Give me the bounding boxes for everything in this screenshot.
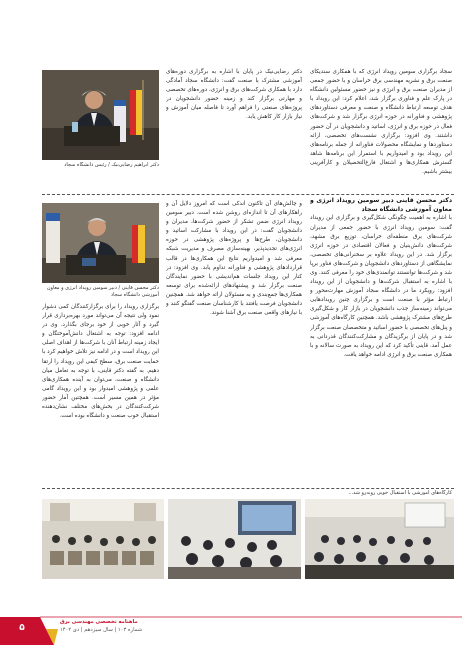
photo-speaker-rector (42, 70, 159, 160)
speaker-secretary-illustration (42, 203, 159, 283)
speaker-heading: دکتر محسن قاینی دبیر سومین رویداد انرژی و معاون آموزشی دانشگاه سجاد (310, 197, 452, 214)
workshop-photo-right (305, 499, 454, 579)
article-middle-column-top (166, 68, 302, 186)
photo2-caption-text: دکتر محسن قاینی / دبیر سومین رویداد انرژی و معاون آموزشی دانشگاه سجاد (46, 285, 159, 298)
photo-speaker-secretary (42, 203, 159, 283)
issue-line: شماره ۱۰۳ | سال سیزدهم | دی ۱۴۰۲ (60, 627, 143, 633)
workshop-room-illustration (305, 499, 454, 579)
page-number: ۵ (19, 623, 25, 633)
photo2-caption (42, 285, 159, 298)
speaker-rector-illustration (42, 70, 159, 160)
article-middle-column-bottom (166, 200, 302, 484)
article-paragraph: سجاد برگزاری سومین رویداد انرژی که با همکاری سندیکای صنعت برق و نشریه مهندسی برق خراسان و با حضور جمعی از مدیران صنعت برق و انرژی و نیز حضور مسئولین دانشگاه در پارک علم و فناوری برگزار شد، اعلام کرد: این رویداد با هدف توسعه ارتباط دانشگاه و صنعت و معرفی دستاوردهای پژوهشی و فناورانه در حوزه انرژی برگزار شد و شرکت‌های فعال در حوزه برق و انرژی، اساتید و دانشجویان در آن حضور داشتند. وی افزود: برگزاری نشست‌های تخصصی، ارائه دستاوردها و نمایشگاه محصولات فناورانه از جمله برنامه‌های این رویداد بود و امیدواریم با استمرار این برنامه‌ها شاهد گسترش همکاری‌ها و اشتغال فارغ‌التحصیلان و کارآفرینی بیشتر باشیم. (310, 69, 452, 176)
magazine-name: ماهنامه تخصصی مهندسی برق (60, 619, 138, 625)
workshop-photo-left (42, 499, 164, 579)
article-right-column-bottom (310, 196, 452, 486)
article-paragraph: و چالش‌های آن تاکنون اندکی است که امروز دلایل آن و راهکارهای آن تا اندازه‌ای روشن شده است. دبیر سومین رویداد انرژی ضمن تشکر از حضور شرکت‌ها، مدیران و دانشجویان گفت: در این رویداد با مشارکت اساتید و دانشجویان، طرح‌ها و پروژه‌های پژوهشی در حوزه انرژی‌های تجدیدپذیر، بهینه‌سازی مصرف و مدیریت شبکه معرفی شد و امیدواریم نتایج این همکاری‌ها در قالب قراردادهای پژوهشی و فناورانه تداوم یابد. وی افزود: در کنار این رویداد جلسات هم‌اندیشی با حضور نمایندگان صنعت برگزار شد و پیشنهادهای ارائه‌شده برای توسعه همکاری‌ها جمع‌بندی و به مسئولان ارائه خواهد شد. همچنین دانشجویان فرصت یافتند با کارشناسان صنعت گفتگو کنند و با نیازهای واقعی صنعت برق آشنا شوند. (166, 201, 302, 317)
page-footer (0, 595, 463, 645)
hall-illustration (42, 499, 164, 579)
classroom-illustration (168, 499, 301, 579)
article-paragraph: برگزاری رویداد را برای برگزارکنندگان کمی دشوار نمود ولی نتیجه آن می‌تواند مورد بهره‌برداری قرار گیرد و آثار خوبی از خود برجای بگذارد. وی در ادامه افزود: توجه به اشتغال دانش‌آموختگان و ایجاد زمینه ارتباط آنان با شرکت‌ها از اهداف اصلی این رویداد است و در ادامه نیز تلاش خواهیم کرد با حمایت صنعت برق، سطح کیفی این رویداد را ارتقا دهیم. به گفته دکتر قاینی، با توجه به تعامل میان دانشگاه و صنعت، می‌توان به آینده همکاری‌های علمی و پژوهشی امیدوار بود و این رویداد گامی مؤثر در همین مسیر است. همچنین آمار حضور شرکت‌کنندگان در بخش‌های مختلف نشان‌دهنده استقبال خوب صنعت و دانشگاه بوده است. (42, 304, 159, 420)
photo1-caption: دکتر ابراهیم رضایی‌نیک / رئیس دانشگاه سجاد (64, 162, 159, 168)
workshop-photo-middle (168, 499, 301, 579)
article-paragraph: دکتر رضایی‌نیک در پایان با اشاره به برگزاری دوره‌های آموزشی مشترک با صنعت گفت: دانشگاه سجاد آمادگی دارد با همکاری شرکت‌های برق و انرژی، دوره‌های تخصصی و مهارتی برگزار کند و زمینه حضور دانشجویان در پروژه‌های صنعتی را فراهم آورد تا فاصله میان آموزش و نیاز بازار کار کاهش یابد. (166, 69, 302, 121)
article-right-column-top (310, 68, 452, 183)
separator-top (42, 194, 454, 195)
separator-middle (42, 488, 454, 489)
bottom-strip-caption: کارگاه‌های آموزشی با استقبال خوبی روبه‌رو شد... (348, 490, 452, 496)
article-left-column-bottom (42, 303, 159, 484)
article-paragraph: با اشاره به اهمیت چگونگی شکل‌گیری و برگزاری این رویداد گفت: سومین رویداد انرژی با حضور جمعی از مدیران شرکت‌های برق منطقه‌ای خراسان، توزیع برق مشهد، شرکت‌های دانش‌بنیان و فعالان اقتصادی در حوزه انرژی برگزار شد. در این رویداد علاوه بر سخنرانی‌های تخصصی، نمایشگاهی از دستاوردهای دانشجویان و شرکت‌های فناور برپا شد و شرکت‌ها توانستند توانمندی‌های خود را معرفی کنند. وی با اشاره به استقبال شرکت‌ها و دانشجویان از این رویداد افزود: رویکرد ما در دانشگاه سجاد آموزش مهارت‌محور و ارتباط مؤثر با صنعت است و برگزاری چنین رویدادهایی می‌تواند زمینه‌ساز جذب دانشجویان در بازار کار و شکل‌گیری طرح‌های مشترک پژوهشی باشد. همچنین کارگاه‌های آموزشی و پنل‌های تخصصی با حضور اساتید و متخصصان صنعت برگزار شد و در پایان از برگزیدگان و مشارکت‌کنندگان قدردانی به عمل آمد. قاینی تأکید کرد که این رویداد به صورت سالانه و با همکاری صنعت برق و انرژی ادامه خواهد یافت. (310, 215, 452, 358)
